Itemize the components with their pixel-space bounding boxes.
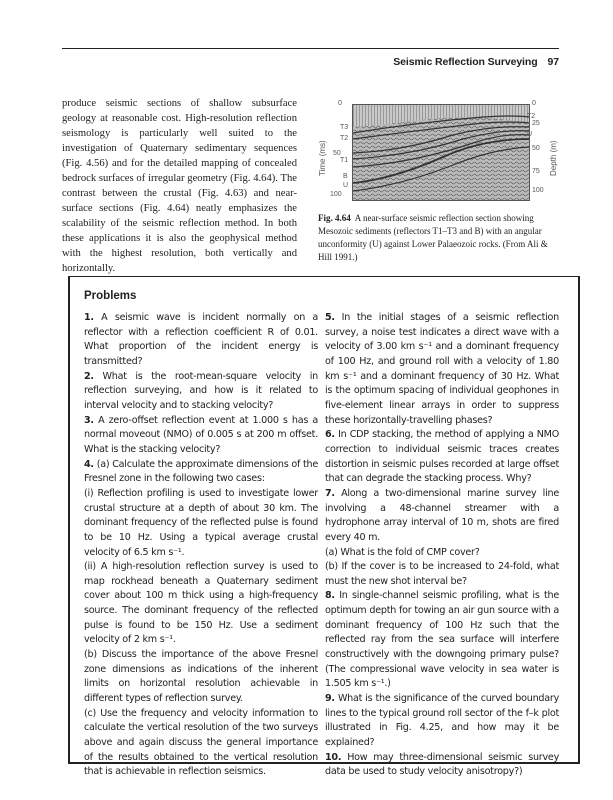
intro-paragraph: produce seismic sections of shallow subsurface geology at reasonable cost. High-resolution reflection seismology is particularly well suited to the investigation of Quaternary sedimentary sequences (Fig. 4.56) and for the detailed mapping of concealed bedrock surfaces of irregular geometry (Fig. 4.64). The contrast between the crustal (Fig. 4.63) and near-surface sections (Fig. 4.64) neatly emphasizes the scalability of the seismic reflection method. In both these applications it is also the geophysical method with the highest resolution, both vertically and horizontally.	[62, 98, 297, 274]
reflector-label-B: B	[343, 173, 348, 180]
reflector-label-U: U	[343, 182, 349, 189]
problem-subitem: (b) If the cover is to be increased to 24-fold, what must the new shot interval be?	[325, 561, 559, 587]
seismic-section-graphic	[353, 105, 529, 200]
problem-subitem: (i) Reflection profiling is used to investigate lower crustal structure at a depth of about 30 km. The dominant frequency of the reflected pulse is found to be 10 Hz. Using a typical average crustal velocity of 6.5 km s⁻¹.	[84, 487, 318, 558]
problem-subitem: (b) Discuss the importance of the above Fresnel zone dimensions as indications of the inherent limits on horizontal resolution achievable in different types of reflection survey.	[84, 649, 318, 705]
problem-item: 6. In CDP stacking, the method of applying a NMO correction to individual seismic traces creates distortion in seismic pulses recorded at large offset that can degrade the stacking process. Why?	[325, 429, 559, 485]
right-tick-0: 0	[532, 100, 536, 107]
problem-item: 10. How may three-dimensional seismic survey data be used to study velocity anisotropy?)	[325, 751, 559, 778]
problems-right-column	[325, 311, 559, 780]
problems-title: Problems	[84, 290, 137, 302]
right-tick-75: 75	[532, 168, 540, 175]
reflector-label-T2: T2	[340, 135, 349, 142]
left-tick-50: 50	[333, 150, 341, 157]
problem-subitem: (ii) A high-resolution reflection survey is used to map rockhead beneath a Quaternary sediment cover about 100 m thick using a high-frequency source. The dominant frequency of the reflected pulse is found to be 150 Hz. Use a sediment velocity of 2 km s⁻¹.	[84, 561, 318, 646]
left-tick-0: 0	[338, 100, 342, 107]
problem-item: 7. Along a two-dimensional marine survey line involving a 48-channel streamer with a hydrophone array interval of 10 m, shots are fired every 40 m.	[325, 487, 559, 543]
right-reflector-label-U: U	[527, 131, 533, 138]
problem-item: 9. What is the significance of the curved boundary lines to the typical ground roll sector of the f–k plot illustrated in Fig. 4.25, and how may it be explained?	[325, 693, 559, 749]
right-reflector-label-T2: T2	[527, 113, 536, 120]
reflector-label-T1: T1	[340, 157, 349, 164]
problem-item: 3. A zero-offset reflection event at 1.000 s has a normal moveout (NMO) of 0.005 s at 200 m offset. What is the stacking velocity?	[84, 414, 318, 455]
running-title: Seismic Reflection Surveying	[393, 56, 538, 68]
problem-subitem: (a) What is the fold of CMP cover?	[325, 546, 480, 558]
depth-axis-label: Depth (m)	[549, 140, 558, 176]
right-tick-50: 50	[532, 145, 540, 152]
figure-caption	[318, 212, 560, 264]
problem-item: 8. In single-channel seismic profiling, what is the optimum depth for towing an air gun source with a dominant frequency of 100 Hz such that the reflected ray from the sea surface will interfere constructively with the downgoing primary pulse? (The compressional wave velocity in sea water is 1.505 km s⁻¹.)	[325, 590, 559, 690]
reflector-label-T3: T3	[340, 124, 349, 131]
time-axis-label: Time (ms)	[318, 140, 327, 176]
right-tick-25: 25	[532, 120, 540, 127]
problem-item: 1. A seismic wave is incident normally on a reflector with a reflection coefficient R of 0.01. What proportion of the incident energy is transmitted?	[84, 312, 318, 367]
left-tick-100: 100	[330, 191, 342, 198]
problem-item: 5. In the initial stages of a seismic reflection survey, a noise test indicates a direct wave with a velocity of 3.00 km s⁻¹ and a dominant frequency of 100 Hz, and ground roll with a velocity of 1.80 km s⁻¹ and a dominant frequency of 30 Hz. What is the optimum spacing of individual geophones in five-element linear arrays in order to suppress these horizontally-travelling phases?	[325, 312, 559, 426]
problem-subitem: (c) Use the frequency and velocity information to calculate the vertical resolution of the two surveys above and again discuss the general importance of the results obtained to the vertical resolution that is achievable in reflection seismics.	[84, 707, 318, 778]
problem-item: 2. What is the root-mean-square velocity in reflection surveying, and how is it related to interval velocity and to stacking velocity?	[84, 370, 318, 411]
problem-item: 4. (a) Calculate the approximate dimensions of the Fresnel zone in the following two cases:	[84, 458, 318, 485]
running-head	[393, 56, 559, 68]
header-rule	[62, 48, 559, 49]
caption-text: A near-surface seismic reflection section showing Mesozoic sediments (reflectors T1–T3 and B) with an angular unconformity (U) against Lower Palaeozoic rocks. (From Ali & Hill 1991.)	[318, 213, 548, 262]
caption-label: Fig. 4.64	[318, 213, 351, 223]
problems-left-column	[84, 311, 318, 780]
right-tick-100: 100	[532, 187, 544, 194]
page-number: 97	[547, 56, 559, 68]
